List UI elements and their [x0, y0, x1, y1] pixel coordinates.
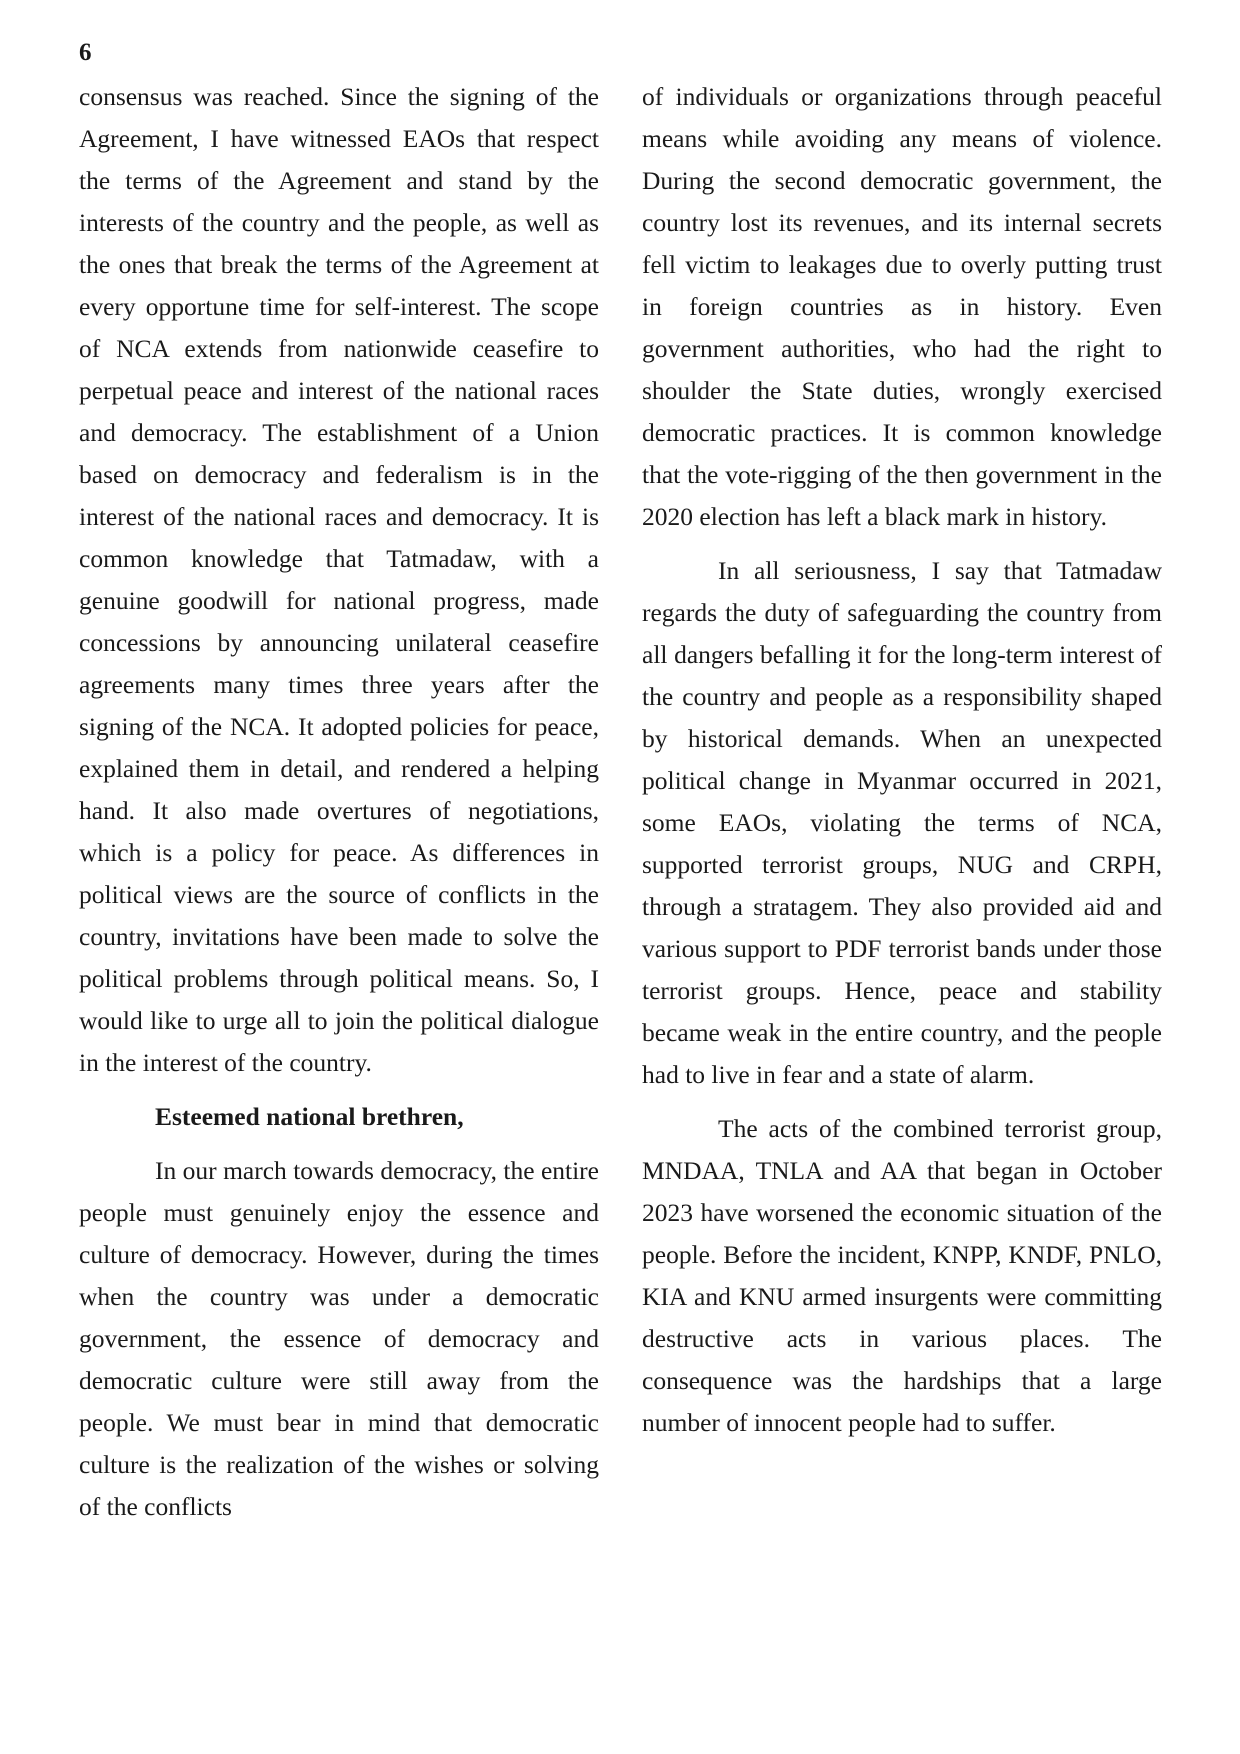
right-paragraph-1: of individuals or organizations through peaceful means while avoiding any means of violence. During the second democratic government, the country lost its revenues, and its internal secrets fell victim to leakages due to overly putting trust in foreign countries as in history. Even government authorities, who had the right to shoulder the State duties, wrongly exercised democratic practices. It is common knowledge that the vote-rigging of the then government in the 2020 election has left a black mark in history. [642, 82, 1162, 531]
left-paragraph-1: consensus was reached. Since the signing of the Agreement, I have witnessed EAOs that respect the terms of the Agreement and stand by the interests of the country and the people, as well as the ones that break the terms of the Agreement at every opportune time for self-interest. The scope of NCA extends from nationwide ceasefire to perpetual peace and interest of the national races and democracy. The establishment of a Union based on democracy and federalism is in the interest of the national races and democracy. It is common knowledge that Tatmadaw, with a genuine goodwill for national progress, made concessions by announcing unilateral ceasefire agreements many times three years after the signing of the NCA. It adopted policies for peace, explained them in detail, and rendered a helping hand. It also made overtures of negotiations, which is a policy for peace. As differences in political views are the source of conflicts in the country, invitations have been made to solve the political problems through political means. So, I would like to urge all to join the political dialogue in the interest of the country. [79, 82, 599, 1077]
right-paragraph-2: In all seriousness, I say that Tatmadaw regards the duty of safeguarding the country from all dangers befalling it for the long-term interest of the country and people as a responsibility shaped by historical demands. When an unexpected political change in Myanmar occurred in 2021, some EAOs, violating the terms of NCA, supported terrorist groups, NUG and CRPH, through a stratagem. They also provided aid and various support to PDF terrorist bands under those terrorist groups. Hence, peace and stability became weak in the entire country, and the people had to live in fear and a state of alarm. [642, 556, 1162, 1089]
left-paragraph-2: In our march towards democracy, the entire people must genuinely enjoy the essence and culture of democracy. However, during the times when the country was under a democratic government, the essence of democracy and democratic culture were still away from the people. We must bear in mind that democratic culture is the realization of the wishes or solving of the conflicts [79, 1156, 599, 1521]
salutation-heading: Esteemed national brethren, [155, 1102, 464, 1131]
page-number: 6 [79, 39, 92, 66]
right-paragraph-3: The acts of the combined terrorist group, MNDAA, TNLA and AA that began in October 2023 have worsened the economic situation of the people. Before the incident, KNPP, KNDF, PNLO, KIA and KNU armed insurgents were committing destructive acts in various places. The consequence was the hardships that a large number of innocent people had to suffer. [642, 1114, 1162, 1437]
left-column [79, 76, 599, 1528]
right-column [642, 76, 1162, 1444]
